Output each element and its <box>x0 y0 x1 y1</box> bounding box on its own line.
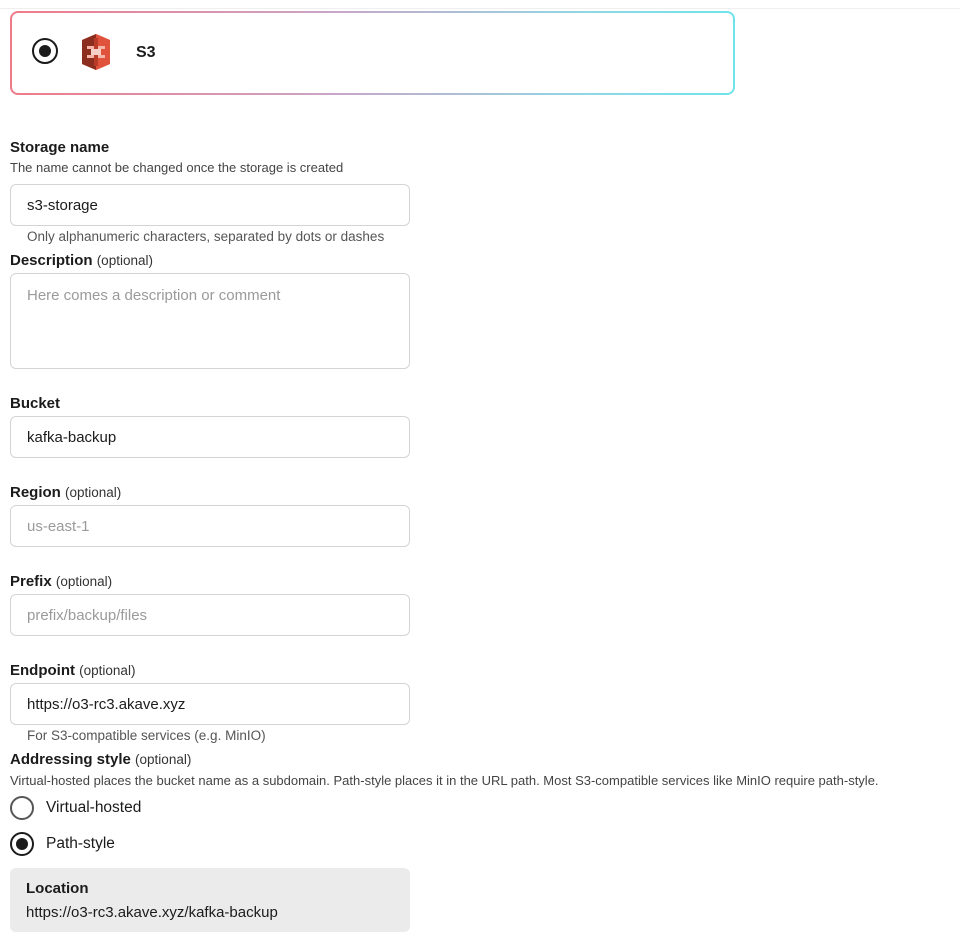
description-placeholder: Here comes a description or comment <box>27 287 281 304</box>
path-style-radio[interactable] <box>10 832 34 856</box>
description-textarea[interactable] <box>10 273 410 369</box>
region-label <box>10 484 121 501</box>
virtual-hosted-label[interactable]: Virtual-hosted <box>46 799 142 816</box>
bucket-label <box>10 395 60 412</box>
radio-option-path-style[interactable] <box>10 832 115 856</box>
description-optional-tag: (optional) <box>96 253 153 268</box>
addressing-style-label-text: Addressing style <box>10 751 131 768</box>
description-label <box>10 252 153 269</box>
provider-card-s3[interactable] <box>12 13 733 93</box>
endpoint-value: https://o3-rc3.akave.xyz <box>27 695 186 713</box>
addressing-style-description: Virtual-hosted places the bucket name as a subdomain. Path-style places it in the URL path. Most S3-compatible services like MinIO require path-style. <box>10 773 879 788</box>
region-input[interactable] <box>10 505 410 547</box>
endpoint-hint: For S3-compatible services (e.g. MinIO) <box>27 728 266 743</box>
provider-card-border[interactable] <box>10 11 735 95</box>
addressing-style-label <box>10 751 191 768</box>
prefix-placeholder: prefix/backup/files <box>27 606 148 624</box>
bucket-input[interactable] <box>10 416 410 458</box>
location-value: https://o3-rc3.akave.xyz/kafka-backup <box>26 904 278 921</box>
storage-name-description: The name cannot be changed once the storage is created <box>10 160 344 175</box>
endpoint-input[interactable] <box>10 683 410 725</box>
prefix-label <box>10 573 112 590</box>
provider-name: S3 <box>136 44 156 61</box>
aws-s3-icon <box>78 32 114 72</box>
bucket-label-text: Bucket <box>10 395 61 412</box>
provider-radio[interactable] <box>32 38 58 64</box>
path-style-label[interactable]: Path-style <box>46 835 115 852</box>
description-label-text: Description <box>10 252 93 269</box>
endpoint-optional-tag: (optional) <box>79 663 136 678</box>
storage-name-value: s3-storage <box>27 196 98 214</box>
endpoint-label <box>10 662 135 679</box>
location-title: Location <box>26 880 89 897</box>
prefix-label-text: Prefix <box>10 573 52 590</box>
virtual-hosted-radio[interactable] <box>10 796 34 820</box>
storage-name-label <box>10 139 109 156</box>
endpoint-label-text: Endpoint <box>10 662 75 679</box>
storage-name-label-text: Storage name <box>10 139 110 156</box>
bucket-value: kafka-backup <box>27 428 117 446</box>
top-divider <box>0 8 960 9</box>
prefix-input[interactable] <box>10 594 410 636</box>
region-label-text: Region <box>10 484 61 501</box>
region-optional-tag: (optional) <box>65 485 122 500</box>
prefix-optional-tag: (optional) <box>55 574 113 589</box>
location-box <box>10 868 410 932</box>
storage-name-hint: Only alphanumeric characters, separated by dots or dashes <box>27 229 385 244</box>
radio-option-virtual-hosted[interactable] <box>10 796 141 820</box>
region-placeholder: us-east-1 <box>27 517 90 535</box>
storage-name-input[interactable] <box>10 184 410 226</box>
addressing-style-optional-tag: (optional) <box>135 752 192 767</box>
